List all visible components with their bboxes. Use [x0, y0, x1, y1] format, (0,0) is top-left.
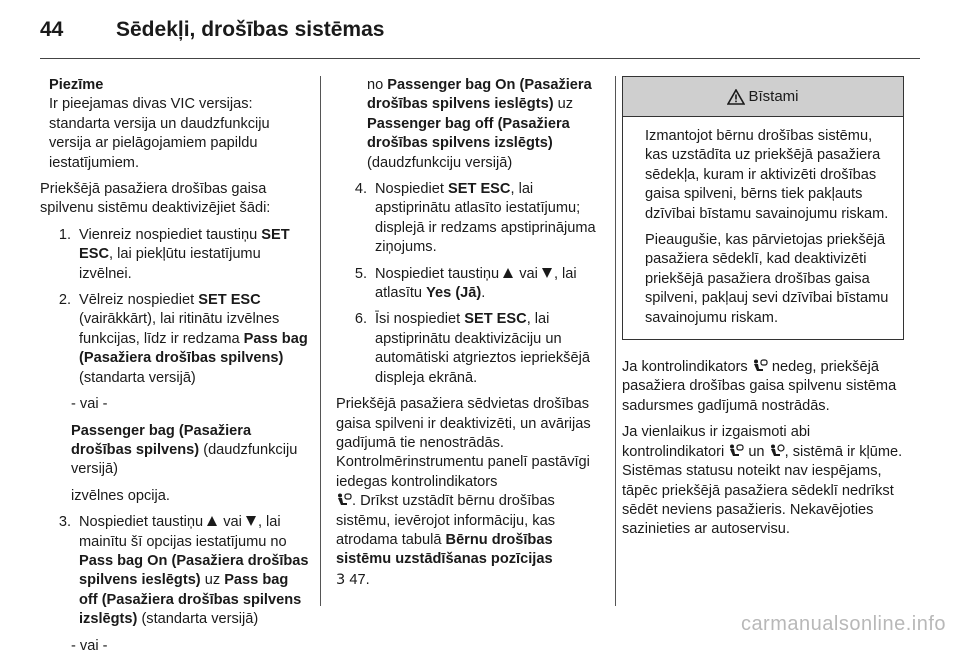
note-text: Ir pieejamas divas VIC versijas: standarta versija un daudzfunkciju versija ar pielāgojamiem papildu iestatījumiem.: [49, 96, 270, 171]
step-number: 3.: [58, 514, 71, 531]
menu-option: Pass bag On (Pasažiera drošības spilvens ieslēgts): [79, 552, 309, 589]
column-1: [40, 76, 310, 663]
or-separator: - vai -: [71, 396, 108, 413]
watermark: carmanualsonline.info: [740, 613, 946, 635]
airbag-off-indicator-icon: [336, 493, 352, 507]
column-divider-2: [615, 76, 616, 606]
step-2: [40, 291, 310, 388]
menu-option: Passenger bag off (Pasažiera drošības spilvens izslēgts): [367, 115, 570, 152]
warning-body: [623, 117, 903, 339]
sub-paragraph: [40, 422, 310, 480]
menu-option: Pass bag (Pasažiera drošības spilvens): [79, 330, 308, 367]
menu-option: Passenger bag (Pasažiera drošības spilvens): [71, 422, 252, 458]
table-reference: Bērnu drošības sistēmu uzstādīšanas pozīcijas: [336, 531, 553, 568]
page-header: [40, 18, 384, 48]
step-text: .: [481, 285, 486, 302]
step-text: (standarta versijā): [79, 369, 196, 386]
menu-option: Yes (Jā): [426, 285, 482, 302]
column-divider-1: [320, 76, 321, 606]
paragraph-text: un: [744, 443, 769, 460]
button-name: SET ESC: [464, 311, 527, 328]
menu-option: Passenger bag On (Pasažiera drošības spilvens ieslēgts): [367, 77, 592, 113]
airbag-on-indicator-icon: [769, 444, 785, 458]
airbag-off-indicator-icon: [728, 444, 744, 458]
paragraph-text: Ja kontrolindikators: [622, 359, 752, 376]
body-paragraph: [622, 358, 904, 416]
intro-paragraph: Priekšējā pasažiera drošības gaisa spilvenu sistēmu deaktivizējiet šādi:: [40, 181, 271, 217]
step-number: 1.: [58, 226, 71, 243]
menu-option: Pass bag off (Pasažiera drošības spilvens izslēgts): [79, 572, 302, 628]
step-text: Īsi nospiediet: [375, 311, 465, 328]
page-number: 44: [40, 18, 64, 41]
or-separator: - vai -: [71, 637, 108, 654]
step-text: vai: [515, 265, 542, 282]
page-reference: 47.: [349, 571, 370, 588]
button-name: SET ESC: [79, 226, 290, 263]
paragraph-text: Ja vienlaikus ir izgaismoti abi kontrolindikatori: [622, 424, 811, 460]
continuation-paragraph: [336, 76, 608, 173]
triangle-up-icon: [503, 268, 513, 278]
step-5: [336, 265, 608, 304]
warning-title: Bīstami: [748, 87, 799, 105]
step-text: (vairākkārt), lai ritinātu izvēlnes funkcijas, līdz ir redzama: [79, 311, 280, 347]
page-title: Sēdekļi, drošības sistēmas: [116, 18, 385, 41]
button-name: SET ESC: [198, 292, 261, 309]
step-text: , lai piekļūtu iestatījumu izvēlnei.: [79, 246, 261, 282]
body-paragraph: [336, 492, 608, 590]
step-6: [336, 310, 608, 388]
column-3: [622, 76, 904, 547]
body-paragraph: [622, 423, 904, 539]
step-number: 2.: [58, 292, 71, 309]
paragraph-text: . Drīkst uzstādīt bērnu drošības sistēmu, ievērojot informāciju, kas atrodama tabulā: [336, 493, 555, 548]
paragraph-text: Priekšējā pasažiera sēdvietas drošības gaisa spilveni ir deaktivizēti, un avārijas gadījumā tie nenostrādās. Kontrolmērinstrumentu panelī pastāvīgi iedegas kontrolindikators: [336, 396, 591, 490]
step-1: [40, 226, 310, 284]
step-4: [336, 180, 608, 258]
header-divider: [40, 58, 920, 59]
warning-box: [622, 76, 904, 340]
column-2: [336, 76, 608, 597]
step-text: Vienreiz nospiediet taustiņu: [79, 226, 262, 243]
step-text: Nospiediet: [375, 181, 449, 198]
airbag-off-indicator-icon: [752, 359, 768, 373]
button-name: SET ESC: [448, 181, 511, 198]
body-paragraph: [336, 395, 608, 492]
step-text: , lai mainītu šī opcijas iestatījumu no: [79, 514, 287, 550]
step-text: uz: [200, 572, 225, 589]
note-title: Piezīme: [49, 77, 104, 93]
step-text: , lai apstiprinātu deaktivizāciju un automātiski atgrieztos iepriekšējā displeja ekrānā.: [375, 311, 590, 386]
step-number: 5.: [354, 265, 367, 282]
step-text: uz: [553, 96, 574, 113]
step-text: (standarta versijā): [137, 611, 259, 628]
step-3: [40, 513, 310, 629]
step-text: , lai apstiprinātu atlasīto iestatījumu; displejā ir redzams apstiprinājuma ziņojums.: [375, 181, 596, 256]
step-text: Nospiediet taustiņu: [375, 265, 504, 282]
step-text: vai: [219, 514, 246, 531]
paragraph-text: nedeg, priekšējā pasažiera drošības gaisa spilvenu sistēma sadursmes gadījumā nostrādās.: [622, 359, 897, 414]
warning-paragraph: Pieaugušie, kas pārvietojas priekšējā pasažiera sēdeklī, kad deaktivizēti priekšējā pasažiera drošības gaisa spilveni, pakļauj sevi dzīvībai bīstamu savainojumu riskam.: [645, 232, 889, 326]
warning-triangle-icon: [727, 89, 745, 105]
step-number: 6.: [354, 311, 367, 328]
step-text: Vēlreiz nospiediet: [79, 292, 199, 309]
step-text: no: [367, 77, 388, 93]
triangle-up-icon: [207, 516, 217, 526]
note-box: [40, 76, 310, 173]
warning-header: [623, 77, 903, 117]
paragraph-text: , sistēmā ir kļūme. Sistēmas statusu noteikt nav iespējams, tāpēc priekšējā pasažiera sēdeklī nedrīkst sēdēt neviens pasažieris. Nekavējoties sazinieties ar autoservisu.: [622, 443, 903, 538]
triangle-down-icon: [246, 516, 256, 526]
step-number: 4.: [354, 181, 367, 198]
step-text: , lai atlasītu: [375, 265, 577, 302]
warning-paragraph: Izmantojot bērnu drošības sistēmu, kas uzstādīta uz priekšējā pasažiera sēdekļa, kuram ir aktivizēti drošības gaisa spilveni, bērns tiek pakļauts dzīvībai bīstamu savainojumu riskam.: [645, 128, 889, 222]
step-text: Nospiediet taustiņu: [79, 514, 208, 531]
sub-paragraph: izvēlnes opcija.: [71, 487, 170, 504]
page-reference-icon: 3: [336, 570, 346, 588]
step-text: (daudzfunkciju versijā): [71, 441, 298, 478]
step-text: (daudzfunkciju versijā): [367, 154, 513, 171]
triangle-down-icon: [542, 268, 552, 278]
